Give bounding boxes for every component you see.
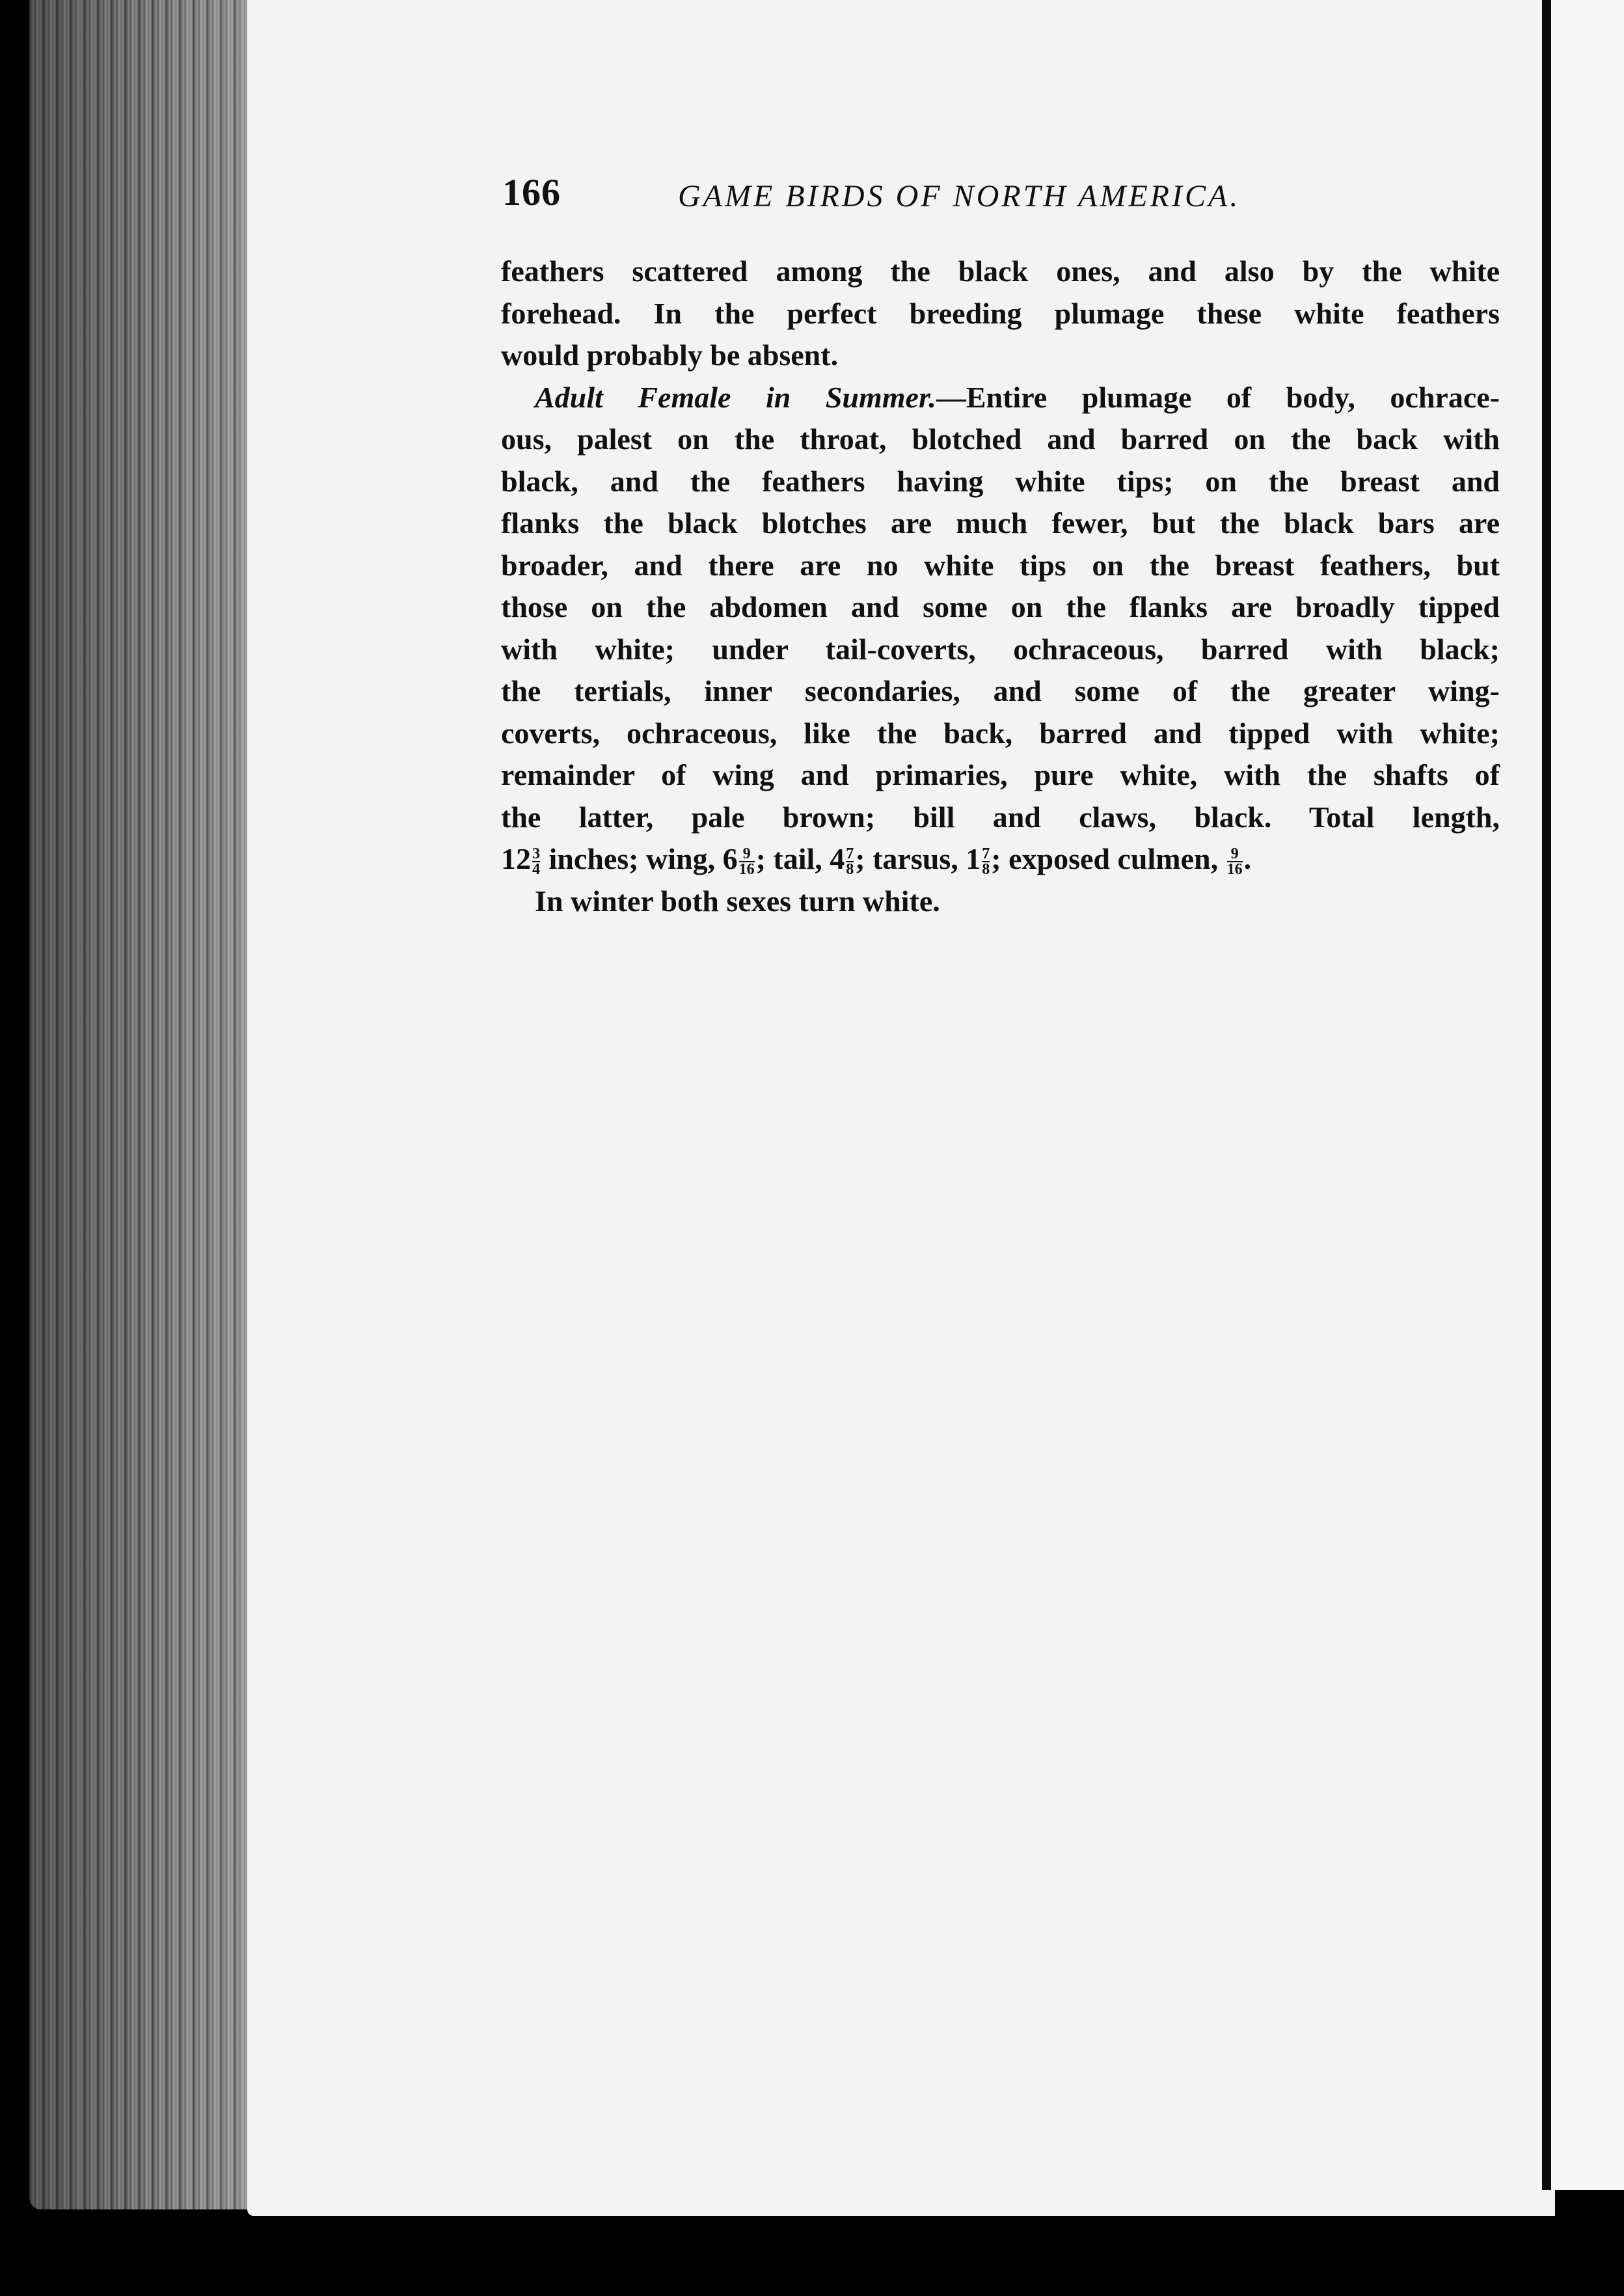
tarsus-fraction xyxy=(982,847,990,877)
text-line: ous, palest on the throat, blotched and barred on the back with xyxy=(501,422,1500,456)
page-number: 166 xyxy=(502,171,561,213)
text-line: feathers scattered among the black ones, and also by the white xyxy=(501,254,1500,288)
tail-fraction xyxy=(846,847,854,877)
paragraph-heading: Adult Female in Summer. xyxy=(535,380,936,414)
text-line: with white; under tail-coverts, ochraceous, barred with black; xyxy=(501,632,1500,666)
fraction-numerator: 9 xyxy=(739,847,755,862)
paragraph-start xyxy=(501,377,1500,419)
tarsus-whole: 1 xyxy=(966,842,981,875)
text-line: those on the abdomen and some on the flanks are broadly tipped xyxy=(501,590,1500,623)
wing-fraction xyxy=(739,847,755,877)
total-length-fraction xyxy=(532,847,540,877)
text-run: . xyxy=(1243,842,1252,875)
culmen-fraction xyxy=(1227,847,1243,877)
fraction-denominator: 8 xyxy=(846,861,854,879)
fraction-numerator: 7 xyxy=(846,845,854,863)
text-line: the tertials, inner secondaries, and some of the greater wing- xyxy=(501,674,1500,707)
text-run: ; tail, xyxy=(755,842,830,875)
text-line: would probably be absent. xyxy=(501,338,839,372)
text-line: flanks the black blotches are much fewer, but the black bars are xyxy=(501,506,1500,540)
fraction-numerator: 7 xyxy=(982,845,990,863)
body-text xyxy=(501,251,1500,922)
total-length-whole: 12 xyxy=(501,842,531,875)
fraction-denominator: 16 xyxy=(1226,861,1243,879)
text-line: In winter both sexes turn white. xyxy=(535,884,940,918)
measurements-line xyxy=(501,838,1500,881)
facing-page-edge xyxy=(1542,0,1624,2190)
fraction-denominator: 8 xyxy=(982,861,990,879)
wing-whole: 6 xyxy=(722,842,738,875)
text-run: ; tarsus, xyxy=(855,842,966,875)
text-run: ; exposed culmen, xyxy=(991,842,1226,875)
page-header xyxy=(502,171,1368,229)
text-line: remainder of wing and primaries, pure white, with the shafts of xyxy=(501,758,1500,791)
text-line: black, and the feathers having white tips; on the breast and xyxy=(501,464,1500,498)
fraction-denominator: 4 xyxy=(532,861,540,879)
running-title: GAME BIRDS OF NORTH AMERICA. xyxy=(678,179,1241,213)
fraction-denominator: 16 xyxy=(738,861,755,879)
text-run: —Entire plumage of body, ochrace- xyxy=(936,380,1500,414)
tail-whole: 4 xyxy=(830,842,845,875)
fraction-numerator: 9 xyxy=(1227,847,1243,862)
text-line: coverts, ochraceous, like the back, barred and tipped with white; xyxy=(501,716,1500,750)
text-line: the latter, pale brown; bill and claws, black. Total length, xyxy=(501,800,1500,834)
text-line: forehead. In the perfect breeding plumage these white feathers xyxy=(501,296,1500,330)
fraction-numerator: 3 xyxy=(532,845,540,863)
text-run: inches; wing, xyxy=(541,842,723,875)
text-line: broader, and there are no white tips on the breast feathers, but xyxy=(501,548,1500,582)
